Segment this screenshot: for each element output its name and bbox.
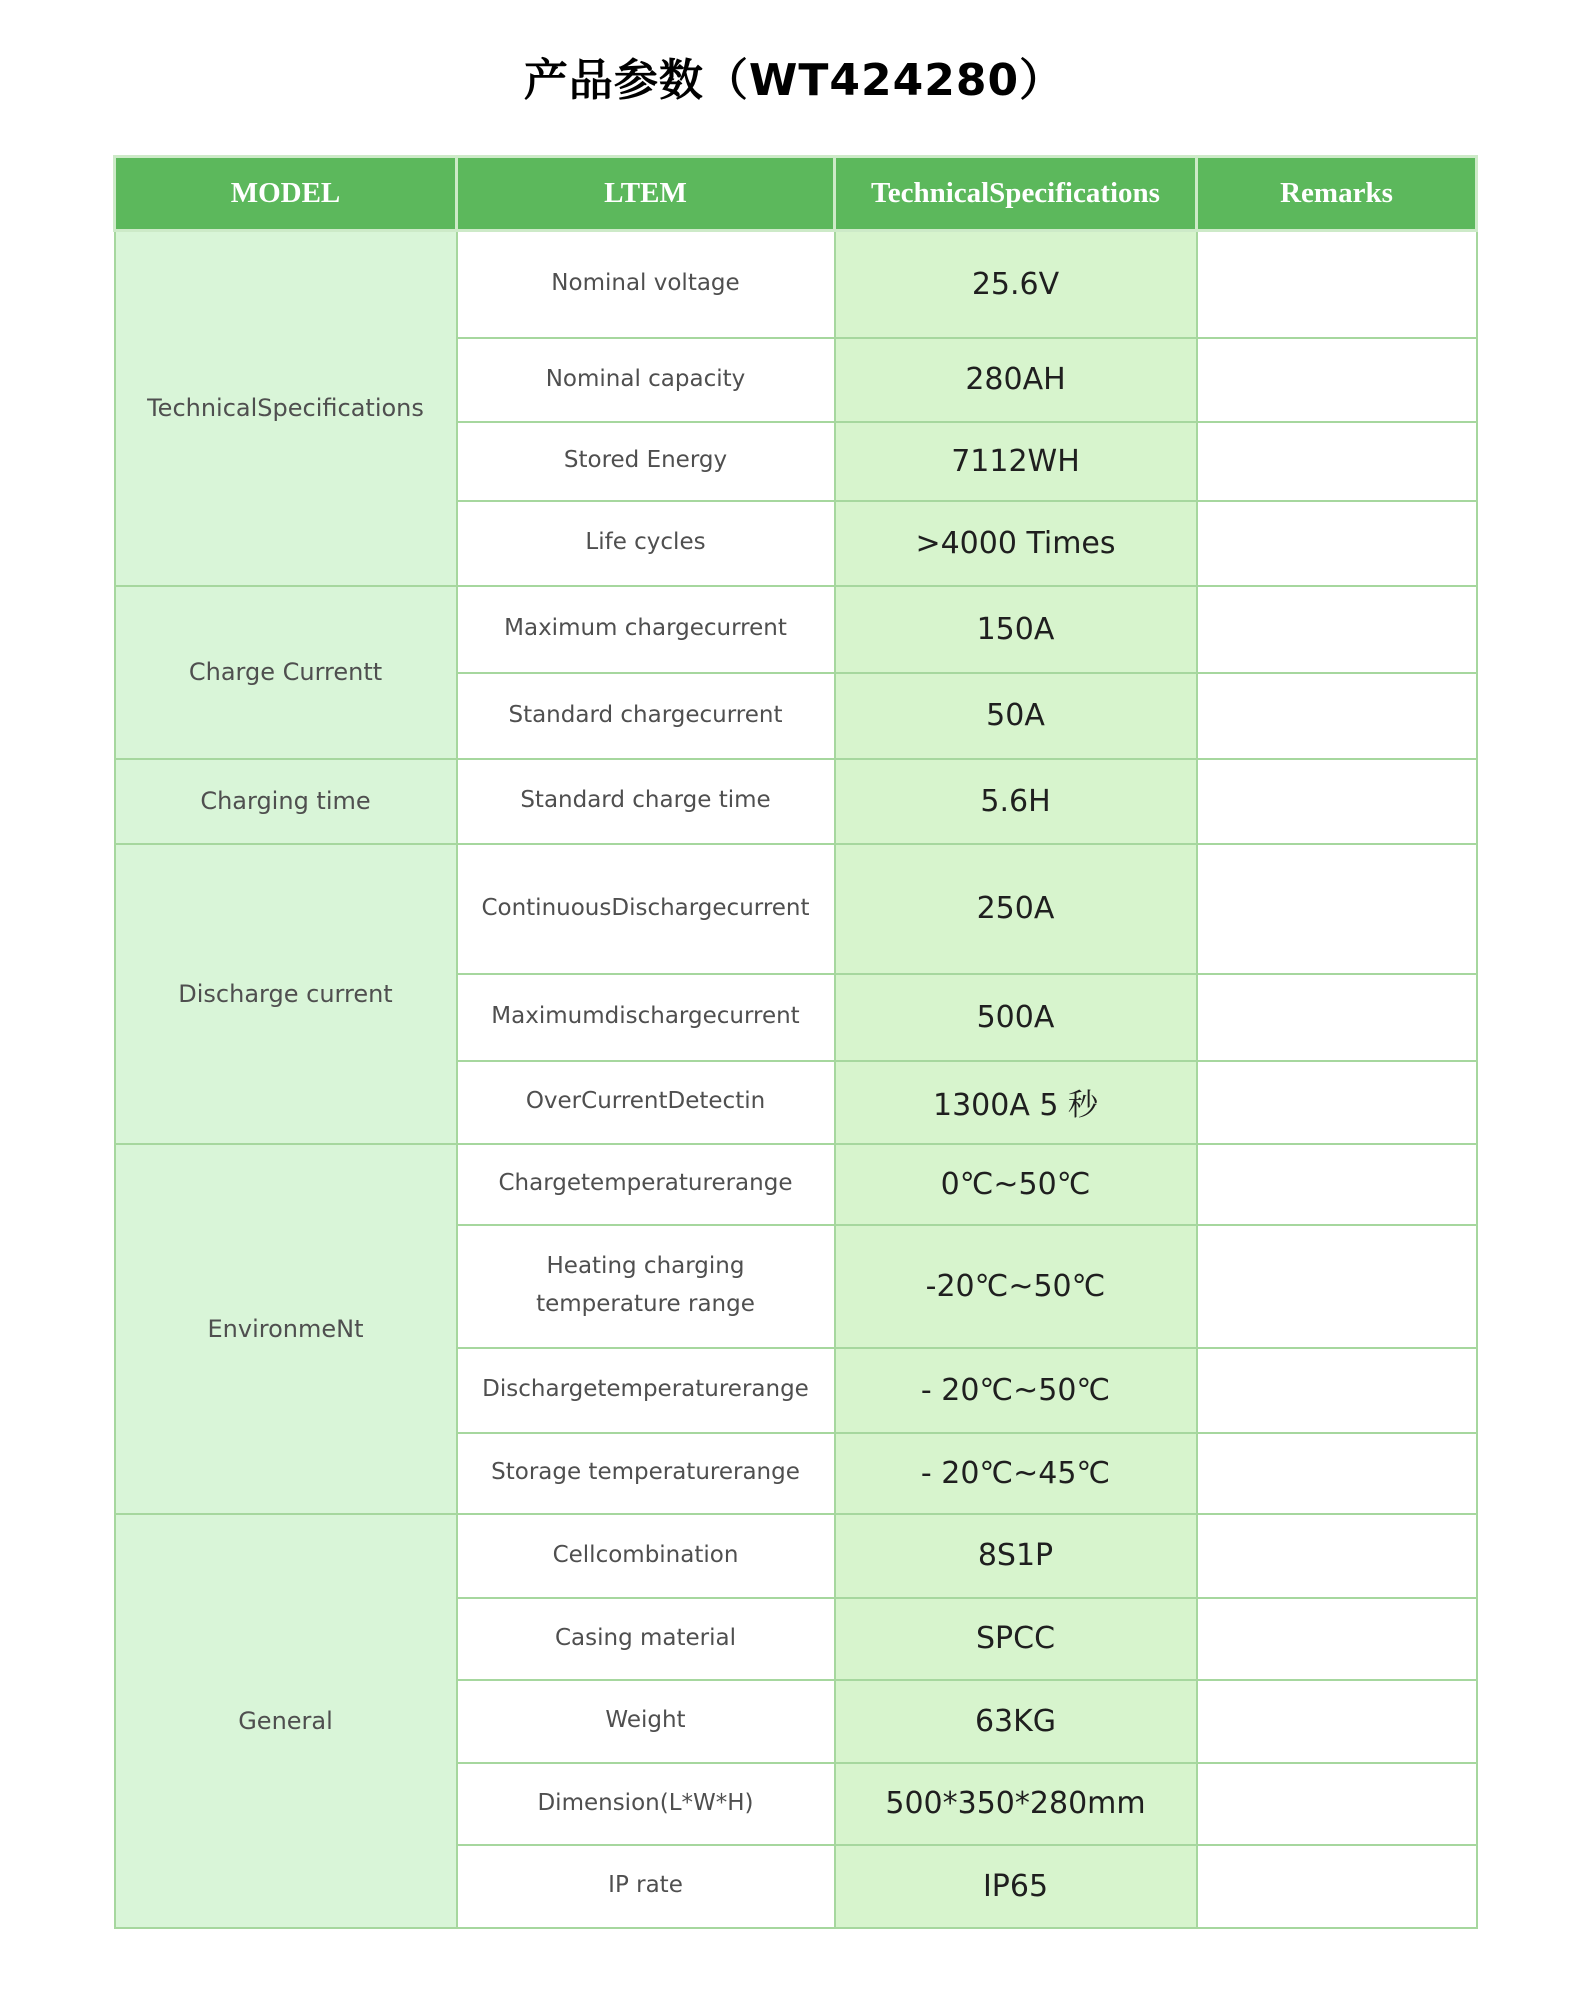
spec-cell: 500*350*280mm xyxy=(835,1763,1197,1845)
remark-cell xyxy=(1197,1514,1477,1598)
spec-cell: SPCC xyxy=(835,1598,1197,1680)
spec-cell: - 20℃~45℃ xyxy=(835,1433,1197,1514)
remark-cell xyxy=(1197,501,1477,586)
item-cell: Dischargetemperaturerange xyxy=(457,1348,835,1433)
spec-cell: >4000 Times xyxy=(835,501,1197,586)
header-cell-specs: TechnicalSpecifications xyxy=(835,157,1197,231)
remark-cell xyxy=(1197,422,1477,501)
remark-cell xyxy=(1197,974,1477,1061)
page-title: 产品参数（WT424280） xyxy=(523,55,1065,106)
item-cell: OverCurrentDetectin xyxy=(457,1061,835,1144)
spec-cell: 250A xyxy=(835,844,1197,974)
item-cell: Stored Energy xyxy=(457,422,835,501)
remark-cell xyxy=(1197,1680,1477,1763)
item-cell: Cellcombination xyxy=(457,1514,835,1598)
item-cell: Weight xyxy=(457,1680,835,1763)
spec-table-body xyxy=(115,231,1477,1928)
remark-cell xyxy=(1197,673,1477,759)
item-cell: ContinuousDischargecurrent xyxy=(457,844,835,974)
model-group-cell: Discharge current xyxy=(115,844,457,1144)
spec-cell: 50A xyxy=(835,673,1197,759)
model-group-cell: Charge Currentt xyxy=(115,586,457,759)
remark-cell xyxy=(1197,1061,1477,1144)
item-cell: Chargetemperaturerange xyxy=(457,1144,835,1225)
spec-cell: 500A xyxy=(835,974,1197,1061)
spec-cell: 7112WH xyxy=(835,422,1197,501)
remark-cell xyxy=(1197,338,1477,422)
remark-cell xyxy=(1197,586,1477,673)
item-cell: Nominal voltage xyxy=(457,231,835,338)
model-group-cell: EnvironmeNt xyxy=(115,1144,457,1514)
header-cell-model: MODEL xyxy=(115,157,457,231)
remark-cell xyxy=(1197,1433,1477,1514)
item-cell: Maximum chargecurrent xyxy=(457,586,835,673)
spec-cell: -20℃~50℃ xyxy=(835,1225,1197,1348)
remark-cell xyxy=(1197,1225,1477,1348)
table-row xyxy=(115,759,1477,844)
item-cell: Nominal capacity xyxy=(457,338,835,422)
item-cell: Standard charge time xyxy=(457,759,835,844)
spec-cell: 0℃~50℃ xyxy=(835,1144,1197,1225)
table-row xyxy=(115,1144,1477,1225)
table-row xyxy=(115,586,1477,673)
remark-cell xyxy=(1197,1598,1477,1680)
table-row xyxy=(115,844,1477,974)
item-cell: Maximumdischargecurrent xyxy=(457,974,835,1061)
item-cell: Dimension(L*W*H) xyxy=(457,1763,835,1845)
table-row xyxy=(115,231,1477,338)
spec-cell: 5.6H xyxy=(835,759,1197,844)
remark-cell xyxy=(1197,1144,1477,1225)
remark-cell xyxy=(1197,231,1477,338)
spec-cell: 150A xyxy=(835,586,1197,673)
header-cell-ltem: LTEM xyxy=(457,157,835,231)
item-cell: Standard chargecurrent xyxy=(457,673,835,759)
spec-cell: - 20℃~50℃ xyxy=(835,1348,1197,1433)
header-cell-remarks: Remarks xyxy=(1197,157,1477,231)
table-row xyxy=(115,1514,1477,1598)
item-cell: IP rate xyxy=(457,1845,835,1928)
spec-cell: 25.6V xyxy=(835,231,1197,338)
item-cell: Storage temperaturerange xyxy=(457,1433,835,1514)
remark-cell xyxy=(1197,844,1477,974)
remark-cell xyxy=(1197,1845,1477,1928)
spec-cell: 280AH xyxy=(835,338,1197,422)
item-cell: Life cycles xyxy=(457,501,835,586)
remark-cell xyxy=(1197,759,1477,844)
remark-cell xyxy=(1197,1763,1477,1845)
spec-cell: 63KG xyxy=(835,1680,1197,1763)
header-row xyxy=(115,157,1477,231)
spec-cell: 8S1P xyxy=(835,1514,1197,1598)
spec-table xyxy=(113,155,1478,1929)
spec-cell: IP65 xyxy=(835,1845,1197,1928)
model-group-cell: TechnicalSpecifications xyxy=(115,231,457,586)
remark-cell xyxy=(1197,1348,1477,1433)
model-group-cell: General xyxy=(115,1514,457,1928)
item-cell: Heating charging temperature range xyxy=(457,1225,835,1348)
spec-cell: 1300A 5 秒 xyxy=(835,1061,1197,1144)
item-cell: Casing material xyxy=(457,1598,835,1680)
model-group-cell: Charging time xyxy=(115,759,457,844)
